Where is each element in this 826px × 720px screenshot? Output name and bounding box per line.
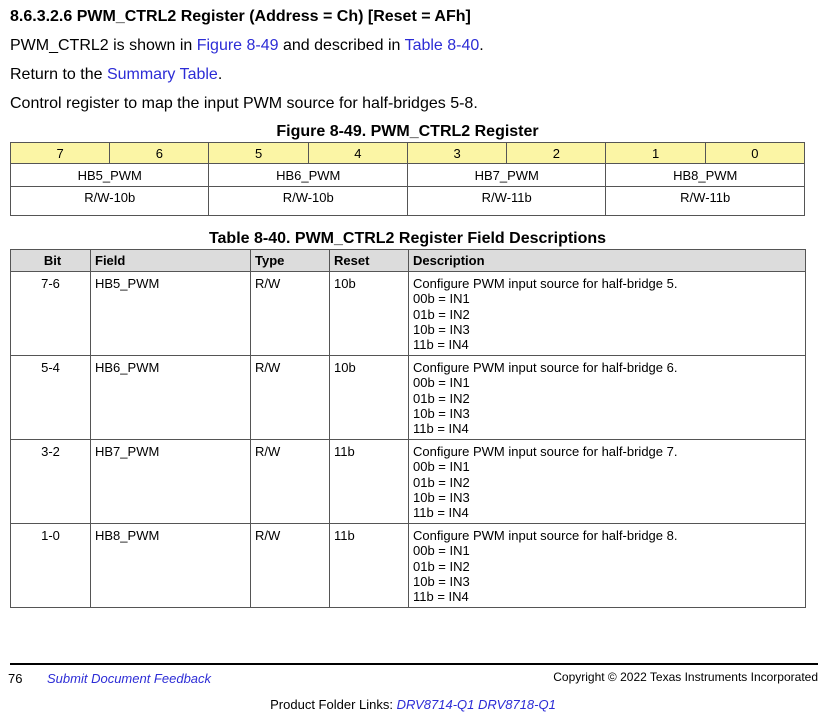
description-line: Configure PWM input source for half-bridge 8. (413, 528, 678, 543)
cell-reset: 10b (330, 356, 409, 440)
access-reset-row (11, 187, 805, 216)
description-line: 00b = IN1 (413, 375, 470, 391)
col-header-description: Description (409, 250, 806, 272)
page-number: 76 (8, 671, 23, 686)
field-name: HB8_PWM (606, 164, 805, 187)
cell-bit: 1-0 (11, 524, 91, 608)
cell-field: HB7_PWM (91, 440, 251, 524)
col-header-field: Field (91, 250, 251, 272)
description-line: 01b = IN2 (413, 306, 470, 322)
drv8718-q1-link[interactable]: DRV8718-Q1 (478, 697, 556, 712)
description-line: 00b = IN1 (413, 291, 470, 307)
intro-text-prefix: PWM_CTRL2 is shown in (10, 37, 197, 54)
bit-number: 4 (308, 143, 407, 164)
table-header-row (11, 250, 806, 272)
col-header-type: Type (251, 250, 330, 272)
folder-links-label: Product Folder Links: (270, 697, 397, 712)
cell-description (409, 356, 806, 440)
intro-paragraph (10, 37, 484, 55)
bit-number: 2 (507, 143, 606, 164)
field-name-row (11, 164, 805, 187)
field-name: HB5_PWM (11, 164, 209, 187)
table-row (11, 356, 806, 440)
access-reset: R/W-11b (606, 187, 805, 216)
bit-number: 1 (606, 143, 705, 164)
cell-field: HB6_PWM (91, 356, 251, 440)
description-line: 10b = IN3 (413, 405, 470, 421)
description-line: Configure PWM input source for half-bridge 5. (413, 276, 678, 291)
bit-number: 5 (209, 143, 308, 164)
description-line: 00b = IN1 (413, 543, 470, 559)
cell-type: R/W (251, 524, 330, 608)
description-line: Configure PWM input source for half-bridge 6. (413, 360, 678, 375)
field-name: HB6_PWM (209, 164, 407, 187)
intro-text-mid: and described in (278, 37, 405, 54)
description-line: 01b = IN2 (413, 390, 470, 406)
cell-reset: 11b (330, 524, 409, 608)
figure-caption: Figure 8-49. PWM_CTRL2 Register (276, 123, 539, 140)
cell-type: R/W (251, 440, 330, 524)
field-name: HB7_PWM (407, 164, 605, 187)
table-row (11, 272, 806, 356)
description-line: 00b = IN1 (413, 459, 470, 475)
description-line: 10b = IN3 (413, 489, 470, 505)
description-line: Configure PWM input source for half-bridge 7. (413, 444, 678, 459)
table-row (11, 440, 806, 524)
access-reset: R/W-11b (407, 187, 605, 216)
cell-field: HB8_PWM (91, 524, 251, 608)
bit-number: 3 (407, 143, 506, 164)
summary-table-link[interactable]: Summary Table (106, 66, 218, 83)
cell-reset: 10b (330, 272, 409, 356)
field-description-table (10, 249, 806, 608)
return-paragraph (10, 66, 222, 84)
cell-reset: 11b (330, 440, 409, 524)
register-description: Control register to map the input PWM source for half-bridges 5-8. (10, 95, 478, 112)
return-text-prefix: Return to the (10, 66, 107, 83)
footer-divider (10, 663, 818, 665)
description-line: 10b = IN3 (413, 573, 470, 589)
cell-type: R/W (251, 356, 330, 440)
access-reset: R/W-10b (209, 187, 407, 216)
cell-bit: 7-6 (11, 272, 91, 356)
cell-description (409, 524, 806, 608)
description-line: 11b = IN4 (413, 337, 469, 353)
bit-number: 7 (11, 143, 110, 164)
access-reset: R/W-10b (11, 187, 209, 216)
description-line: 11b = IN4 (413, 505, 469, 521)
figure-8-49-link[interactable]: Figure 8-49 (196, 37, 279, 54)
cell-type: R/W (251, 272, 330, 356)
drv8714-q1-link[interactable]: DRV8714-Q1 (396, 697, 475, 712)
description-line: 01b = IN2 (413, 558, 470, 574)
description-line: 11b = IN4 (413, 589, 469, 605)
cell-bit: 5-4 (11, 356, 91, 440)
table-8-40-link[interactable]: Table 8-40 (404, 37, 480, 54)
bit-number: 6 (110, 143, 209, 164)
section-heading: 8.6.3.2.6 PWM_CTRL2 Register (Address = Ch) [Reset = AFh] (10, 8, 471, 25)
intro-text-suffix: . (479, 37, 484, 54)
submit-feedback-link[interactable]: Submit Document Feedback (47, 671, 212, 686)
cell-description (409, 440, 806, 524)
table-row (11, 524, 806, 608)
cell-description (409, 272, 806, 356)
product-folder-links (0, 697, 826, 712)
cell-field: HB5_PWM (91, 272, 251, 356)
col-header-bit: Bit (11, 250, 91, 272)
col-header-reset: Reset (330, 250, 409, 272)
description-line: 11b = IN4 (413, 421, 469, 437)
copyright-notice: Copyright © 2022 Texas Instruments Incorporated (553, 670, 818, 684)
bit-number: 0 (705, 143, 804, 164)
description-line: 01b = IN2 (413, 474, 470, 490)
cell-bit: 3-2 (11, 440, 91, 524)
table-caption: Table 8-40. PWM_CTRL2 Register Field Descriptions (208, 230, 607, 247)
register-diagram (10, 142, 805, 216)
return-text-suffix: . (217, 66, 223, 83)
description-line: 10b = IN3 (413, 321, 470, 337)
bit-number-row (11, 143, 805, 164)
